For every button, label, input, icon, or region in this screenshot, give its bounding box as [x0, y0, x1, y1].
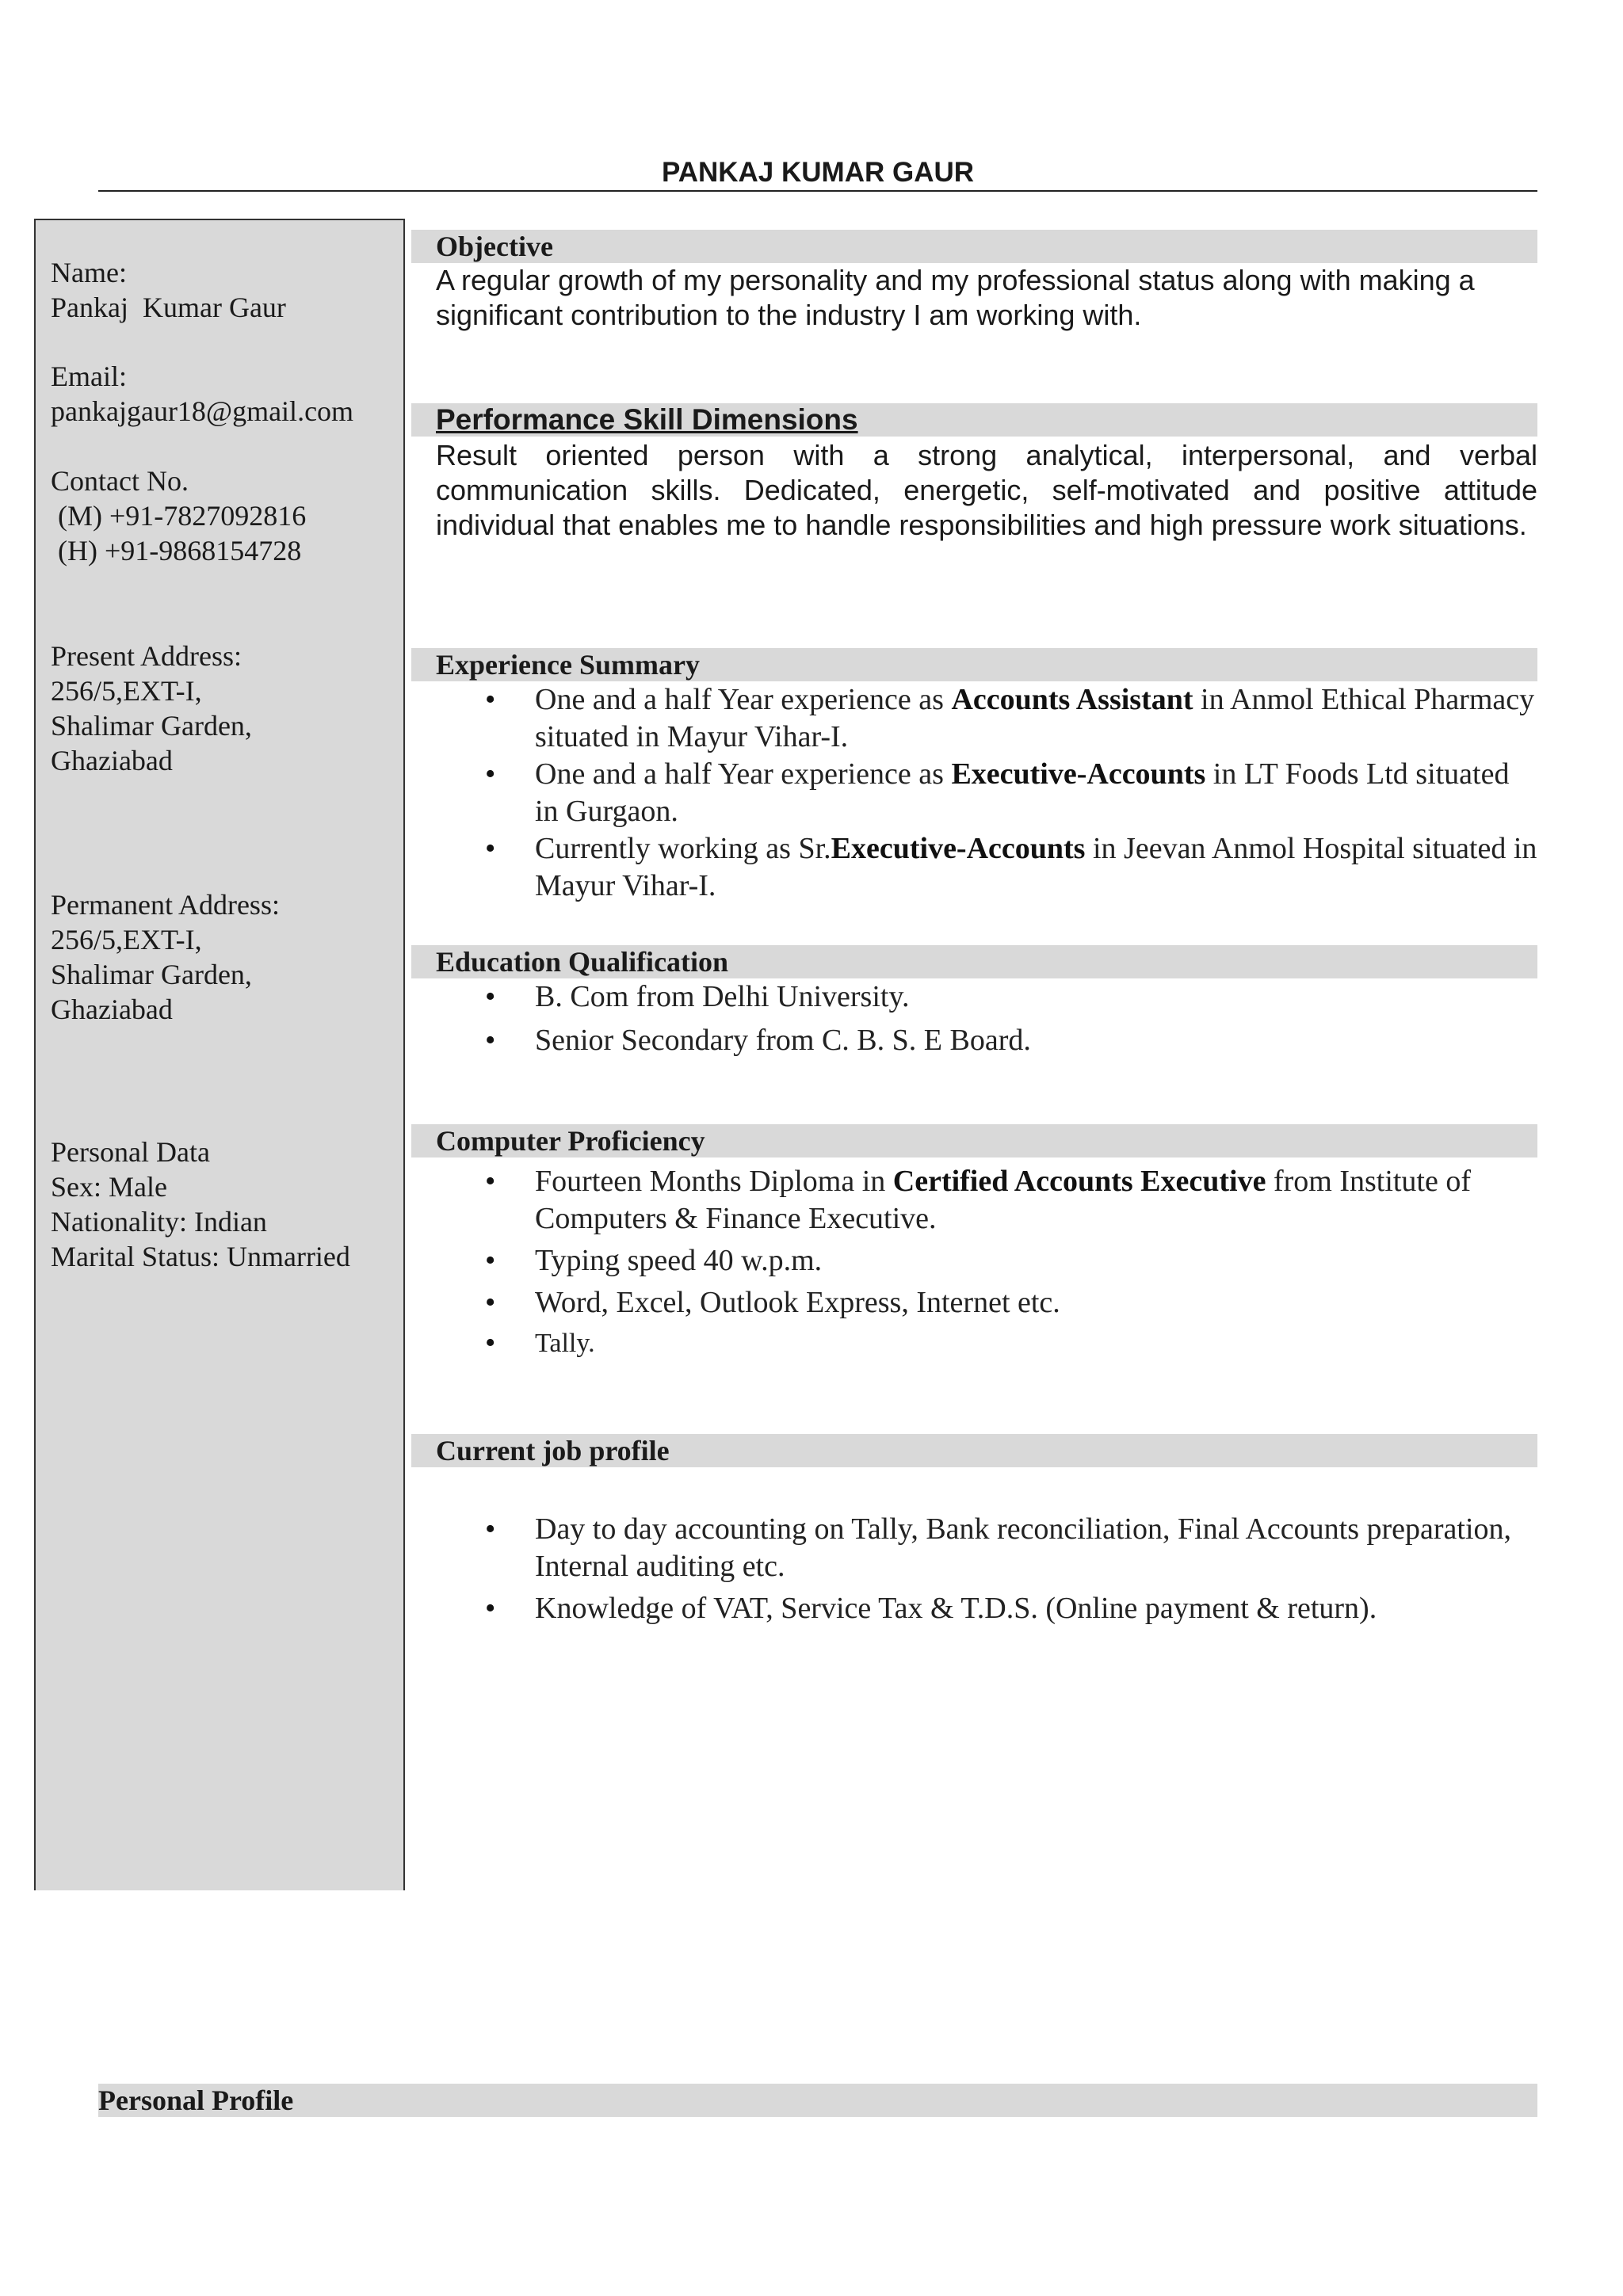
education-item: • B. Com from Delhi University.: [436, 978, 1537, 1016]
present-address-label: Present Address:: [51, 640, 242, 672]
personal-data-label: Personal Data: [51, 1136, 210, 1168]
email-label: Email:: [51, 360, 127, 392]
education-list: [436, 978, 1537, 1059]
computer-item: • Typing speed 40 w.p.m.: [436, 1242, 1537, 1280]
objective-text: A regular growth of my personality and my professional status along with making a significant contribution to the industry I am working with.: [436, 264, 1475, 331]
job-profile-heading: Current job profile: [436, 1435, 670, 1466]
present-address-line: 256/5,EXT-I,: [51, 675, 202, 707]
name-label: Name:: [51, 257, 127, 288]
section-bar-objective: [411, 230, 1537, 263]
education-heading: Education Qualification: [436, 946, 729, 978]
permanent-address-line: Ghaziabad: [51, 994, 173, 1025]
objective-heading: Objective: [436, 231, 553, 262]
title-divider: [98, 190, 1537, 192]
resume-name-title: PANKAJ KUMAR GAUR: [661, 157, 975, 188]
experience-item: • One and a half Year experience as Executive-Accounts in LT Foods Ltd situated in Gurgaon.: [436, 756, 1537, 830]
present-address-line: Ghaziabad: [51, 745, 173, 776]
computer-list: [436, 1163, 1537, 1362]
permanent-address-line: Shalimar Garden,: [51, 959, 252, 990]
sex-value: Sex: Male: [51, 1171, 167, 1203]
job-profile-list: [436, 1511, 1537, 1627]
job-profile-item: • Knowledge of VAT, Service Tax & T.D.S. (Online payment & return).: [436, 1590, 1537, 1627]
nationality-value: Nationality: Indian: [51, 1206, 267, 1238]
permanent-address-line: 256/5,EXT-I,: [51, 924, 202, 955]
contact-home: (H) +91-9868154728: [51, 535, 302, 566]
contact-label: Contact No.: [51, 465, 189, 497]
experience-item: • Currently working as Sr.Executive-Accounts in Jeevan Anmol Hospital situated in Mayur Vihar-I.: [436, 830, 1537, 905]
present-address-line: Shalimar Garden,: [51, 710, 252, 742]
experience-list: [436, 681, 1537, 905]
name-value: Pankaj Kumar Gaur: [51, 292, 286, 323]
computer-item: • Word, Excel, Outlook Express, Internet etc.: [436, 1284, 1537, 1322]
job-profile-item: • Day to day accounting on Tally, Bank reconciliation, Final Accounts preparation, Internal auditing etc.: [436, 1511, 1537, 1585]
marital-status-value: Marital Status: Unmarried: [51, 1241, 350, 1272]
section-bar-personal-profile: [98, 2084, 1537, 2117]
personal-profile-heading: Personal Profile: [98, 2084, 294, 2116]
skills-heading: Performance Skill Dimensions: [436, 403, 858, 436]
computer-item: • Fourteen Months Diploma in Certified Accounts Executive from Institute of Computers & Finance Executive.: [436, 1163, 1537, 1238]
skills-text: Result oriented person with a strong analytical, interpersonal, and verbal communication skills. Dedicated, energetic, self-motivated and positive attitude individual that enables me to handle responsibilities and high pressure work situations.: [436, 439, 1537, 541]
education-item: • Senior Secondary from C. B. S. E Board.: [436, 1022, 1537, 1059]
computer-item: • Tally.: [436, 1325, 1537, 1362]
contact-mobile: (M) +91-7827092816: [51, 500, 307, 532]
experience-heading: Experience Summary: [436, 649, 700, 681]
computer-heading: Computer Proficiency: [436, 1125, 705, 1157]
email-value: pankajgaur18@gmail.com: [51, 395, 354, 427]
experience-item: • One and a half Year experience as Accounts Assistant in Anmol Ethical Pharmacy situated in Mayur Vihar-I.: [436, 681, 1537, 756]
permanent-address-label: Permanent Address:: [51, 889, 280, 921]
